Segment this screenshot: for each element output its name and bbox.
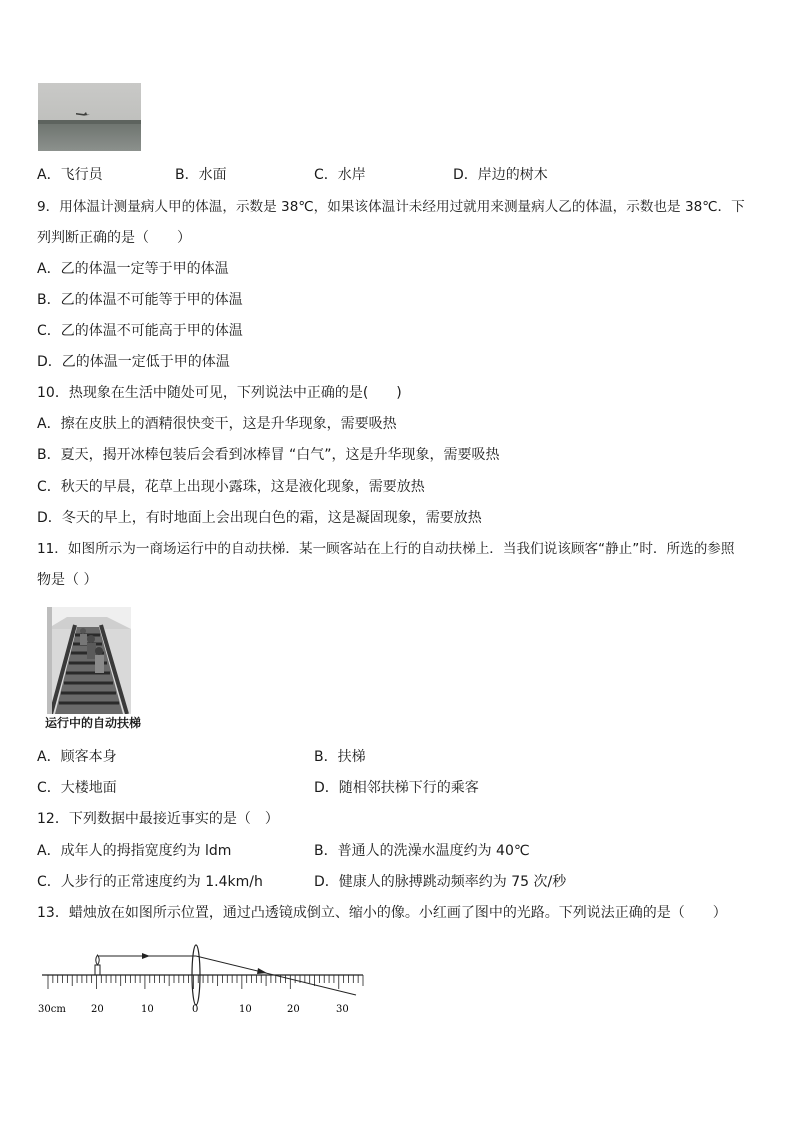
ruler-label-20-left: 20 [91,1004,104,1015]
q11-option-c: C．大楼地面 [37,780,117,796]
q8-option-b: B．水面 [175,167,227,183]
q13-stem: 13．蜡烛放在如图所示位置，通过凸透镜成倒立、缩小的像。小红画了图中的光路。下列说法正确的是（ ） [37,905,727,921]
ruler-label-10-right: 10 [239,1004,252,1015]
ruler-ticks [48,975,363,989]
ruler-label-0: 0 [192,1004,199,1015]
ruler-label-20-right: 20 [287,1004,300,1015]
q11-stem-line1: 11．如图所示为一商场运行中的自动扶梯．某一顾客站在上行的自动扶梯上．当我们说该顾客“静止”时．所选的参照 [37,541,735,557]
q9-option-d: D．乙的体温一定低于甲的体温 [37,354,230,370]
q8-option-d: D．岸边的树木 [453,167,548,183]
q10-option-b: B．夏天，揭开冰棒包装后会看到冰棒冒 “白气”，这是升华现象，需要吸热 [37,447,500,463]
airplane-photo-drawing [38,83,141,151]
q12-option-a: A．成年人的拇指宽度约为 ldm [37,843,232,859]
q11-option-a: A．顾客本身 [37,749,117,765]
escalator-photo [47,607,131,714]
q10-option-c: C．秋天的早晨，花草上出现小露珠，这是液化现象，需要放热 [37,479,425,495]
q11-stem-line2: 物是（ ） [37,572,98,588]
q9-option-b: B．乙的体温不可能等于甲的体温 [37,292,243,308]
q10-option-d: D．冬天的早上，有时地面上会出现白色的霜，这是凝固现象，需要放热 [37,510,482,526]
q12-option-d: D．健康人的脉搏跳动频率约为 75 次/秒 [314,874,567,890]
q9-option-c: C．乙的体温不可能高于甲的体温 [37,323,243,339]
q12-option-b: B．普通人的洗澡水温度约为 40℃ [314,843,530,859]
q11-option-b: B．扶梯 [314,749,366,765]
candle [95,955,100,975]
q9-stem-line2: 列判断正确的是（ ） [37,230,191,246]
q10-stem: 10．热现象在生活中随处可见，下列说法中正确的是( ) [37,385,402,401]
q12-stem: 12．下列数据中最接近事实的是（ ） [37,811,279,827]
ruler-label-30-right: 30 [336,1004,349,1015]
q9-option-a: A．乙的体温一定等于甲的体温 [37,261,229,277]
q8-option-a: A．飞行员 [37,167,103,183]
q8-option-c: C．水岸 [314,167,366,183]
escalator-caption: 运行中的自动扶梯 [45,716,142,730]
airplane-photo [38,83,141,151]
q12-option-c: C．人步行的正常速度约为 1.4km/h [37,874,263,890]
ruler-label-10-left: 10 [141,1004,154,1015]
escalator-photo-drawing [47,607,131,714]
q10-option-a: A．擦在皮肤上的酒精很快变干，这是升华现象，需要吸热 [37,416,397,432]
q11-option-d: D．随相邻扶梯下行的乘客 [314,780,479,796]
lens-ruler-diagram [30,933,380,1023]
ruler-label-30cm-left: 30cm [38,1004,66,1015]
q9-stem-line1: 9．用体温计测量病人甲的体温，示数是 38℃，如果该体温计未经用过就用来测量病人乙的体温，示数也是 38℃．下 [37,199,745,215]
